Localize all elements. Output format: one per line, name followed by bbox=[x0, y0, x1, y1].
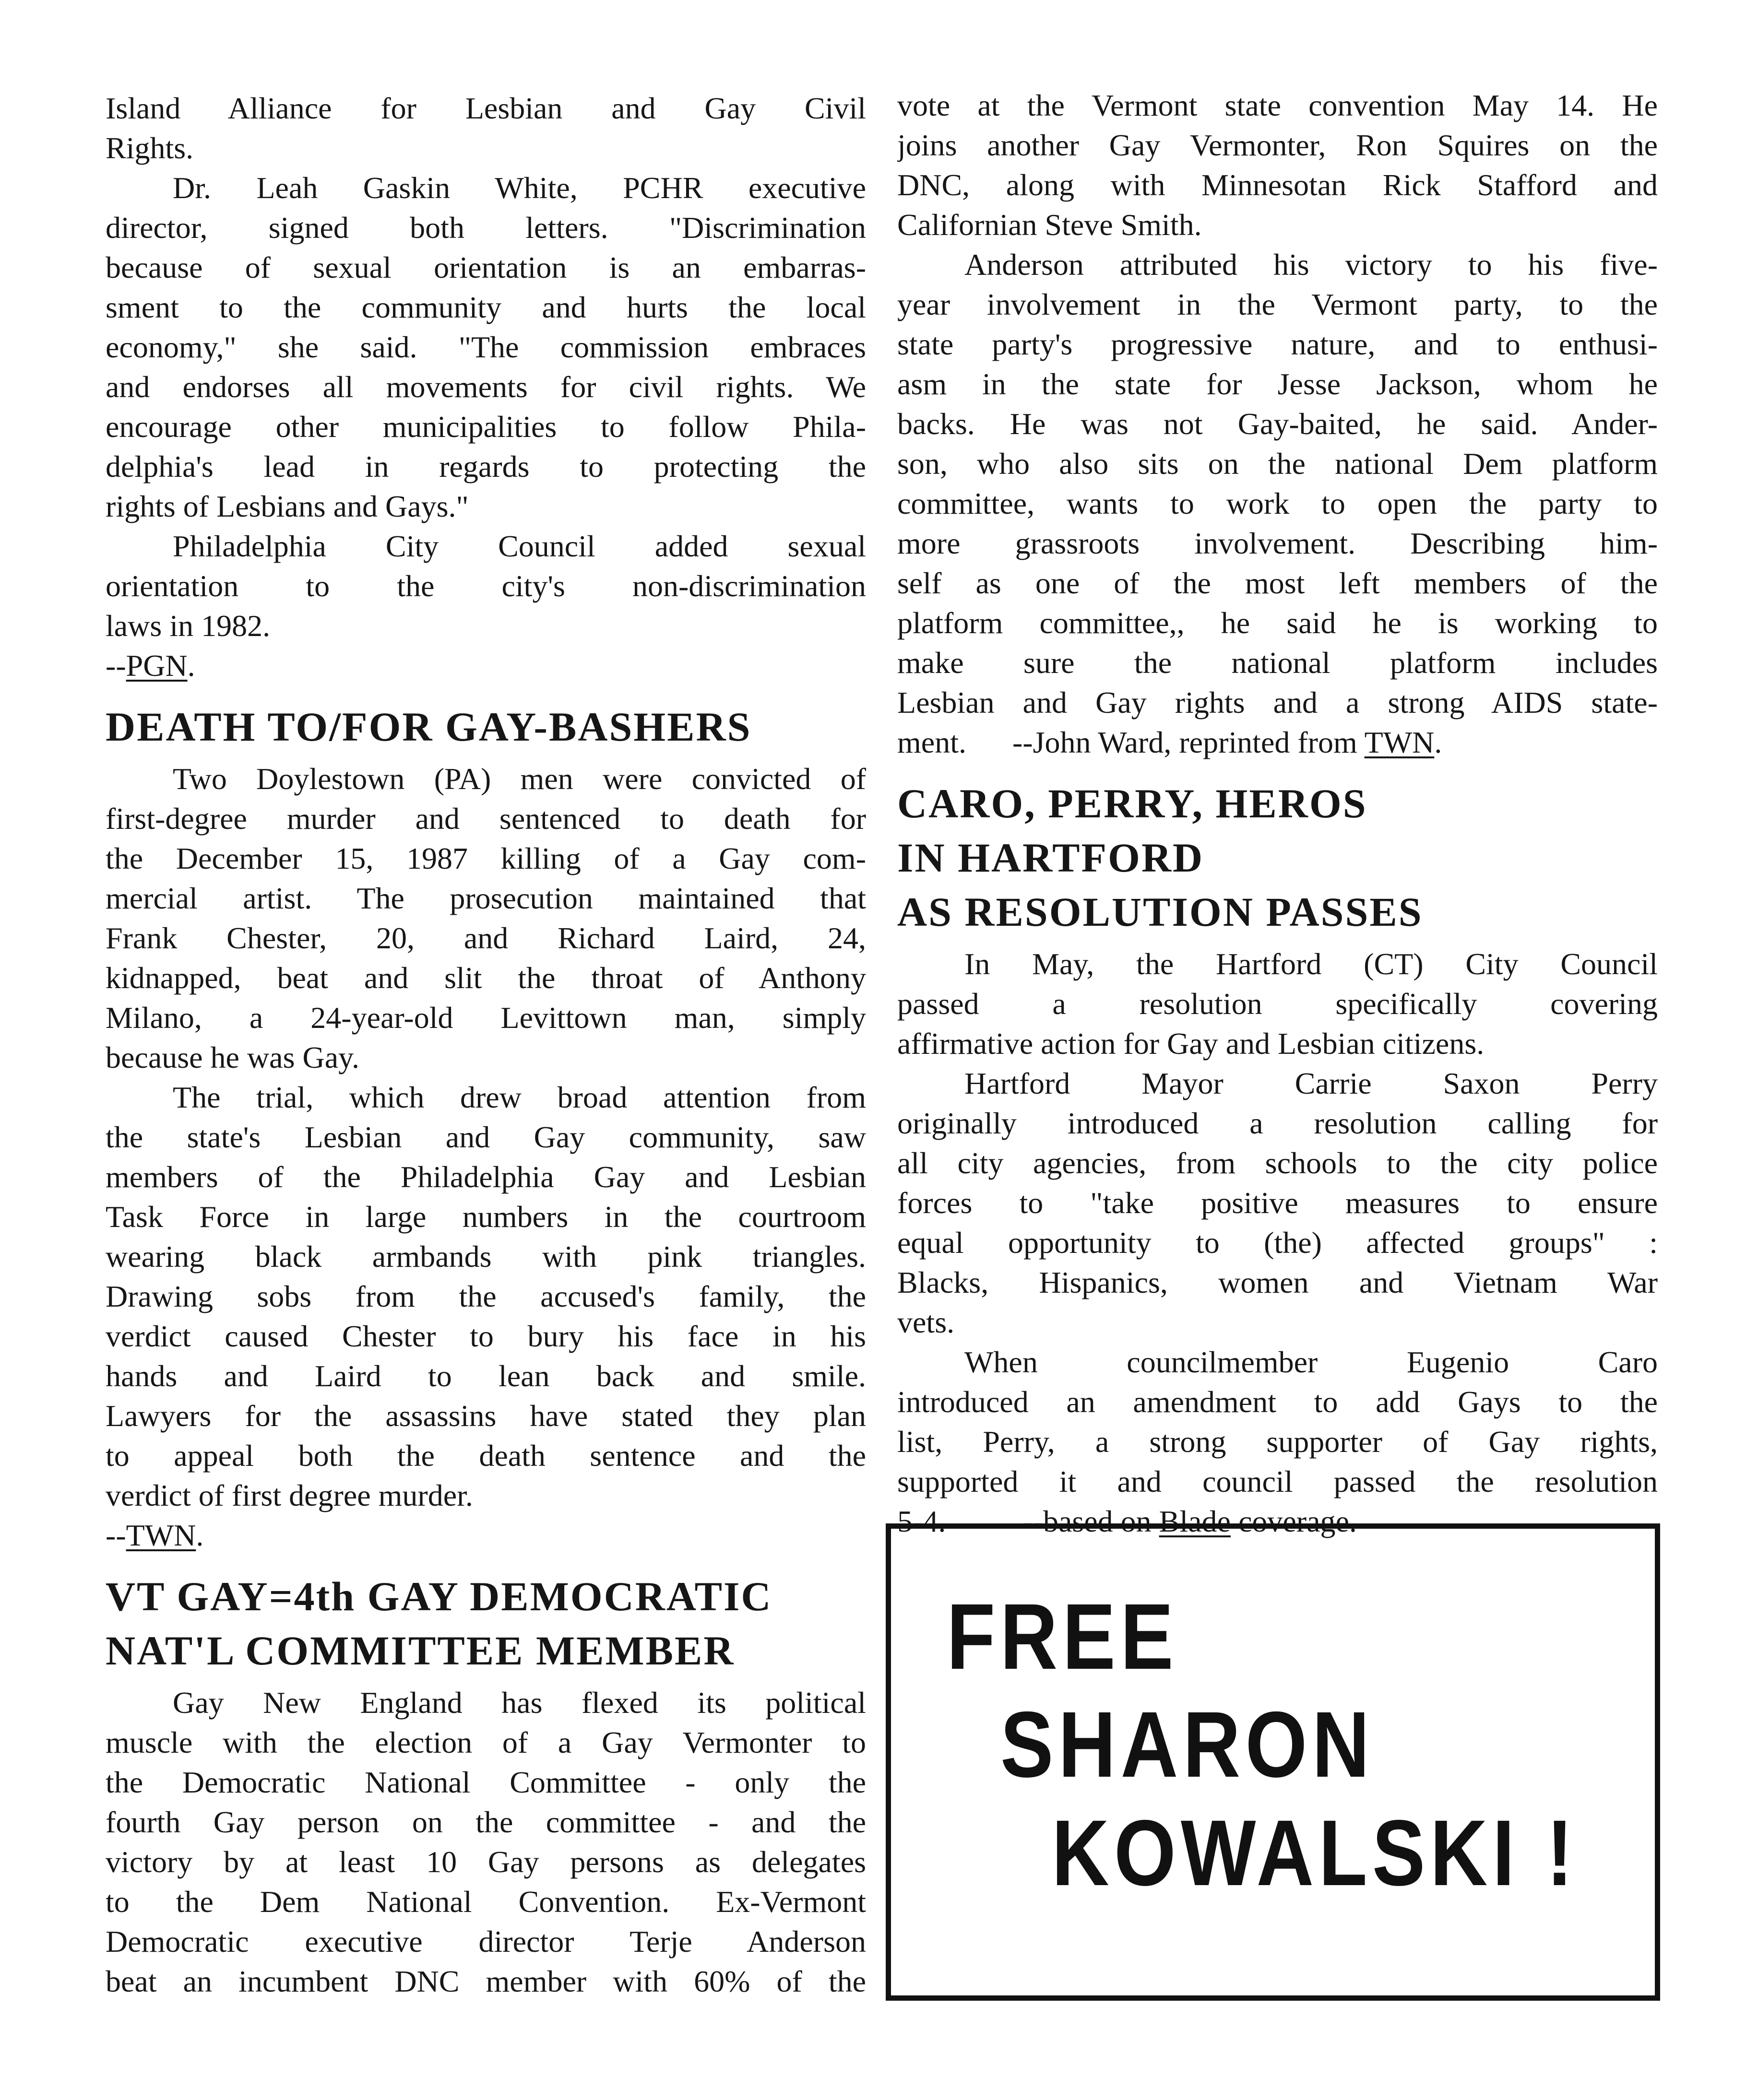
text-line: When councilmember Eugenio Caro bbox=[964, 1345, 1658, 1379]
text-line: verdict of first degree murder. bbox=[106, 1478, 473, 1512]
text-line: introduced an amendment to add Gays to the bbox=[897, 1385, 1658, 1419]
paragraph bbox=[106, 526, 866, 646]
text-line: backs. He was not Gay-baited, he said. Ander- bbox=[897, 407, 1658, 441]
headline-line: AS RESOLUTION PASSES bbox=[897, 889, 1423, 935]
text-line: self as one of the most left members of the bbox=[897, 566, 1658, 600]
text-line: Island Alliance for Lesbian and Gay Civil bbox=[106, 91, 866, 125]
text-line: more grassroots involvement. Describing him- bbox=[897, 526, 1658, 560]
text-line: vets. bbox=[897, 1305, 955, 1339]
text-line: the Democratic National Committee - only the bbox=[106, 1765, 866, 1799]
paragraph bbox=[897, 1342, 1658, 1541]
text-line: forces to "take positive measures to ensure bbox=[897, 1186, 1658, 1220]
text-line: Two Doylestown (PA) men were convicted of bbox=[173, 762, 866, 796]
headline-line: IN HARTFORD bbox=[897, 835, 1204, 881]
paragraph bbox=[897, 1063, 1658, 1342]
text-line: vote at the Vermont state convention May 14. He bbox=[897, 88, 1658, 122]
headline bbox=[897, 777, 1658, 939]
text-line: verdict caused Chester to bury his face in his bbox=[106, 1319, 866, 1353]
paragraph bbox=[897, 85, 1658, 245]
promo-line-free: FREE bbox=[947, 1584, 1178, 1689]
right-column bbox=[897, 85, 1658, 1541]
text-line: passed a resolution specifically covering bbox=[897, 987, 1658, 1021]
text-line: Dr. Leah Gaskin White, PCHR executive bbox=[173, 171, 866, 205]
text-line: encourage other municipalities to follow Phila- bbox=[106, 410, 866, 444]
text-line: Democratic executive director Terje Anderson bbox=[106, 1924, 866, 1958]
publication-name: Blade bbox=[1159, 1504, 1231, 1538]
text-line: to appeal both the death sentence and the bbox=[106, 1439, 866, 1473]
text-line: rights of Lesbians and Gays." bbox=[106, 489, 469, 523]
paragraph bbox=[897, 245, 1658, 762]
text-line: muscle with the election of a Gay Vermonter to bbox=[106, 1725, 866, 1759]
text-line: Frank Chester, 20, and Richard Laird, 24, bbox=[106, 921, 866, 955]
text-line: list, Perry, a strong supporter of Gay rights, bbox=[897, 1425, 1658, 1459]
publication-name: TWN bbox=[1364, 725, 1435, 759]
headline-line: VT GAY=4th GAY DEMOCRATIC bbox=[106, 1573, 772, 1619]
text-line: affirmative action for Gay and Lesbian citizens. bbox=[897, 1026, 1485, 1061]
text-line: Californian Steve Smith. bbox=[897, 208, 1202, 242]
text-line: In May, the Hartford (CT) City Council bbox=[964, 947, 1658, 981]
text-line: Rights. bbox=[106, 131, 194, 165]
free-sharon-kowalski-box bbox=[886, 1523, 1660, 2001]
headline-line: CARO, PERRY, HEROS bbox=[897, 780, 1367, 826]
text-line: Philadelphia City Council added sexual bbox=[173, 529, 866, 563]
text-line: economy," she said. "The commission embraces bbox=[106, 330, 866, 364]
source-credit bbox=[106, 1515, 866, 1555]
text-line: year involvement in the Vermont party, to the bbox=[897, 287, 1658, 321]
paragraph bbox=[106, 88, 866, 168]
text-line: Blacks, Hispanics, women and Vietnam War bbox=[897, 1265, 1658, 1299]
text-line: The trial, which drew broad attention from bbox=[173, 1080, 866, 1114]
headline-line: DEATH TO/FOR GAY-BASHERS bbox=[106, 704, 752, 750]
text-line: hands and Laird to lean back and smile. bbox=[106, 1359, 866, 1393]
text-line: Task Force in large numbers in the courtroom bbox=[106, 1200, 866, 1234]
text-line: delphia's lead in regards to protecting the bbox=[106, 449, 866, 484]
text-line: make sure the national platform includes bbox=[897, 646, 1658, 680]
text-line: because he was Gay. bbox=[106, 1040, 359, 1074]
text-line: Anderson attributed his victory to his five- bbox=[964, 248, 1658, 282]
text-line: ment. --John Ward, reprinted from TWN. bbox=[897, 725, 1442, 759]
text-line: Lesbian and Gay rights and a strong AIDS state- bbox=[897, 685, 1658, 720]
text-line: first-degree murder and sentenced to death for bbox=[106, 802, 866, 836]
text-line: originally introduced a resolution calling for bbox=[897, 1106, 1658, 1140]
text-line: mercial artist. The prosecution maintained that bbox=[106, 881, 866, 915]
text-line: because of sexual orientation is an embarras- bbox=[106, 250, 866, 284]
headline bbox=[106, 1569, 866, 1678]
text-line: members of the Philadelphia Gay and Lesbian bbox=[106, 1160, 866, 1194]
publication-name: PGN bbox=[126, 649, 188, 683]
text-line: asm in the state for Jesse Jackson, whom he bbox=[897, 367, 1658, 401]
paragraph bbox=[106, 1683, 866, 2001]
text-line: Lawyers for the assassins have stated they plan bbox=[106, 1399, 866, 1433]
headline-line: NAT'L COMMITTEE MEMBER bbox=[106, 1628, 735, 1674]
text-line: 5-4. --based on Blade coverage. bbox=[897, 1504, 1357, 1538]
text-line: kidnapped, beat and slit the throat of Anthony bbox=[106, 961, 866, 995]
text-line: and endorses all movements for civil rights. We bbox=[106, 370, 866, 404]
text-line: victory by at least 10 Gay persons as delegates bbox=[106, 1845, 866, 1879]
text-line: equal opportunity to (the) affected groups" : bbox=[897, 1226, 1658, 1260]
text-line: the December 15, 1987 killing of a Gay com- bbox=[106, 841, 866, 875]
text-line: joins another Gay Vermonter, Ron Squires on the bbox=[897, 128, 1658, 162]
text-line: --PGN. bbox=[106, 649, 195, 683]
text-line: platform committee,, he said he is working to bbox=[897, 606, 1658, 640]
source-credit bbox=[106, 646, 866, 685]
paragraph bbox=[897, 944, 1658, 1063]
text-line: the state's Lesbian and Gay community, saw bbox=[106, 1120, 866, 1154]
text-line: fourth Gay person on the committee - and the bbox=[106, 1805, 866, 1839]
text-line: Milano, a 24-year-old Levittown man, simply bbox=[106, 1001, 866, 1035]
paragraph bbox=[106, 1077, 866, 1515]
paragraph bbox=[106, 759, 866, 1077]
paragraph bbox=[106, 168, 866, 526]
text-line: --TWN. bbox=[106, 1518, 204, 1552]
text-line: state party's progressive nature, and to enthusi- bbox=[897, 327, 1658, 361]
text-line: DNC, along with Minnesotan Rick Stafford and bbox=[897, 168, 1658, 202]
text-line: director, signed both letters. "Discrimination bbox=[106, 211, 866, 245]
text-line: Gay New England has flexed its political bbox=[173, 1686, 866, 1720]
publication-name: TWN bbox=[126, 1518, 196, 1552]
text-line: wearing black armbands with pink triangles. bbox=[106, 1239, 866, 1274]
promo-line-kowalski: KOWALSKI ! bbox=[1052, 1801, 1578, 1905]
text-line: sment to the community and hurts the local bbox=[106, 290, 866, 324]
text-line: supported it and council passed the resolution bbox=[897, 1464, 1658, 1498]
headline bbox=[106, 700, 866, 754]
text-line: Hartford Mayor Carrie Saxon Perry bbox=[964, 1066, 1658, 1100]
text-line: committee, wants to work to open the party to bbox=[897, 486, 1658, 520]
text-line: son, who also sits on the national Dem platform bbox=[897, 447, 1658, 481]
text-line: beat an incumbent DNC member with 60% of the bbox=[106, 1964, 866, 1998]
text-line: all city agencies, from schools to the city police bbox=[897, 1146, 1658, 1180]
promo-line-sharon: SHARON bbox=[1000, 1692, 1375, 1797]
text-line: laws in 1982. bbox=[106, 609, 271, 643]
left-column bbox=[106, 88, 866, 2001]
text-line: orientation to the city's non-discrimination bbox=[106, 569, 866, 603]
text-line: to the Dem National Convention. Ex-Vermont bbox=[106, 1885, 866, 1919]
text-line: Drawing sobs from the accused's family, the bbox=[106, 1279, 866, 1313]
